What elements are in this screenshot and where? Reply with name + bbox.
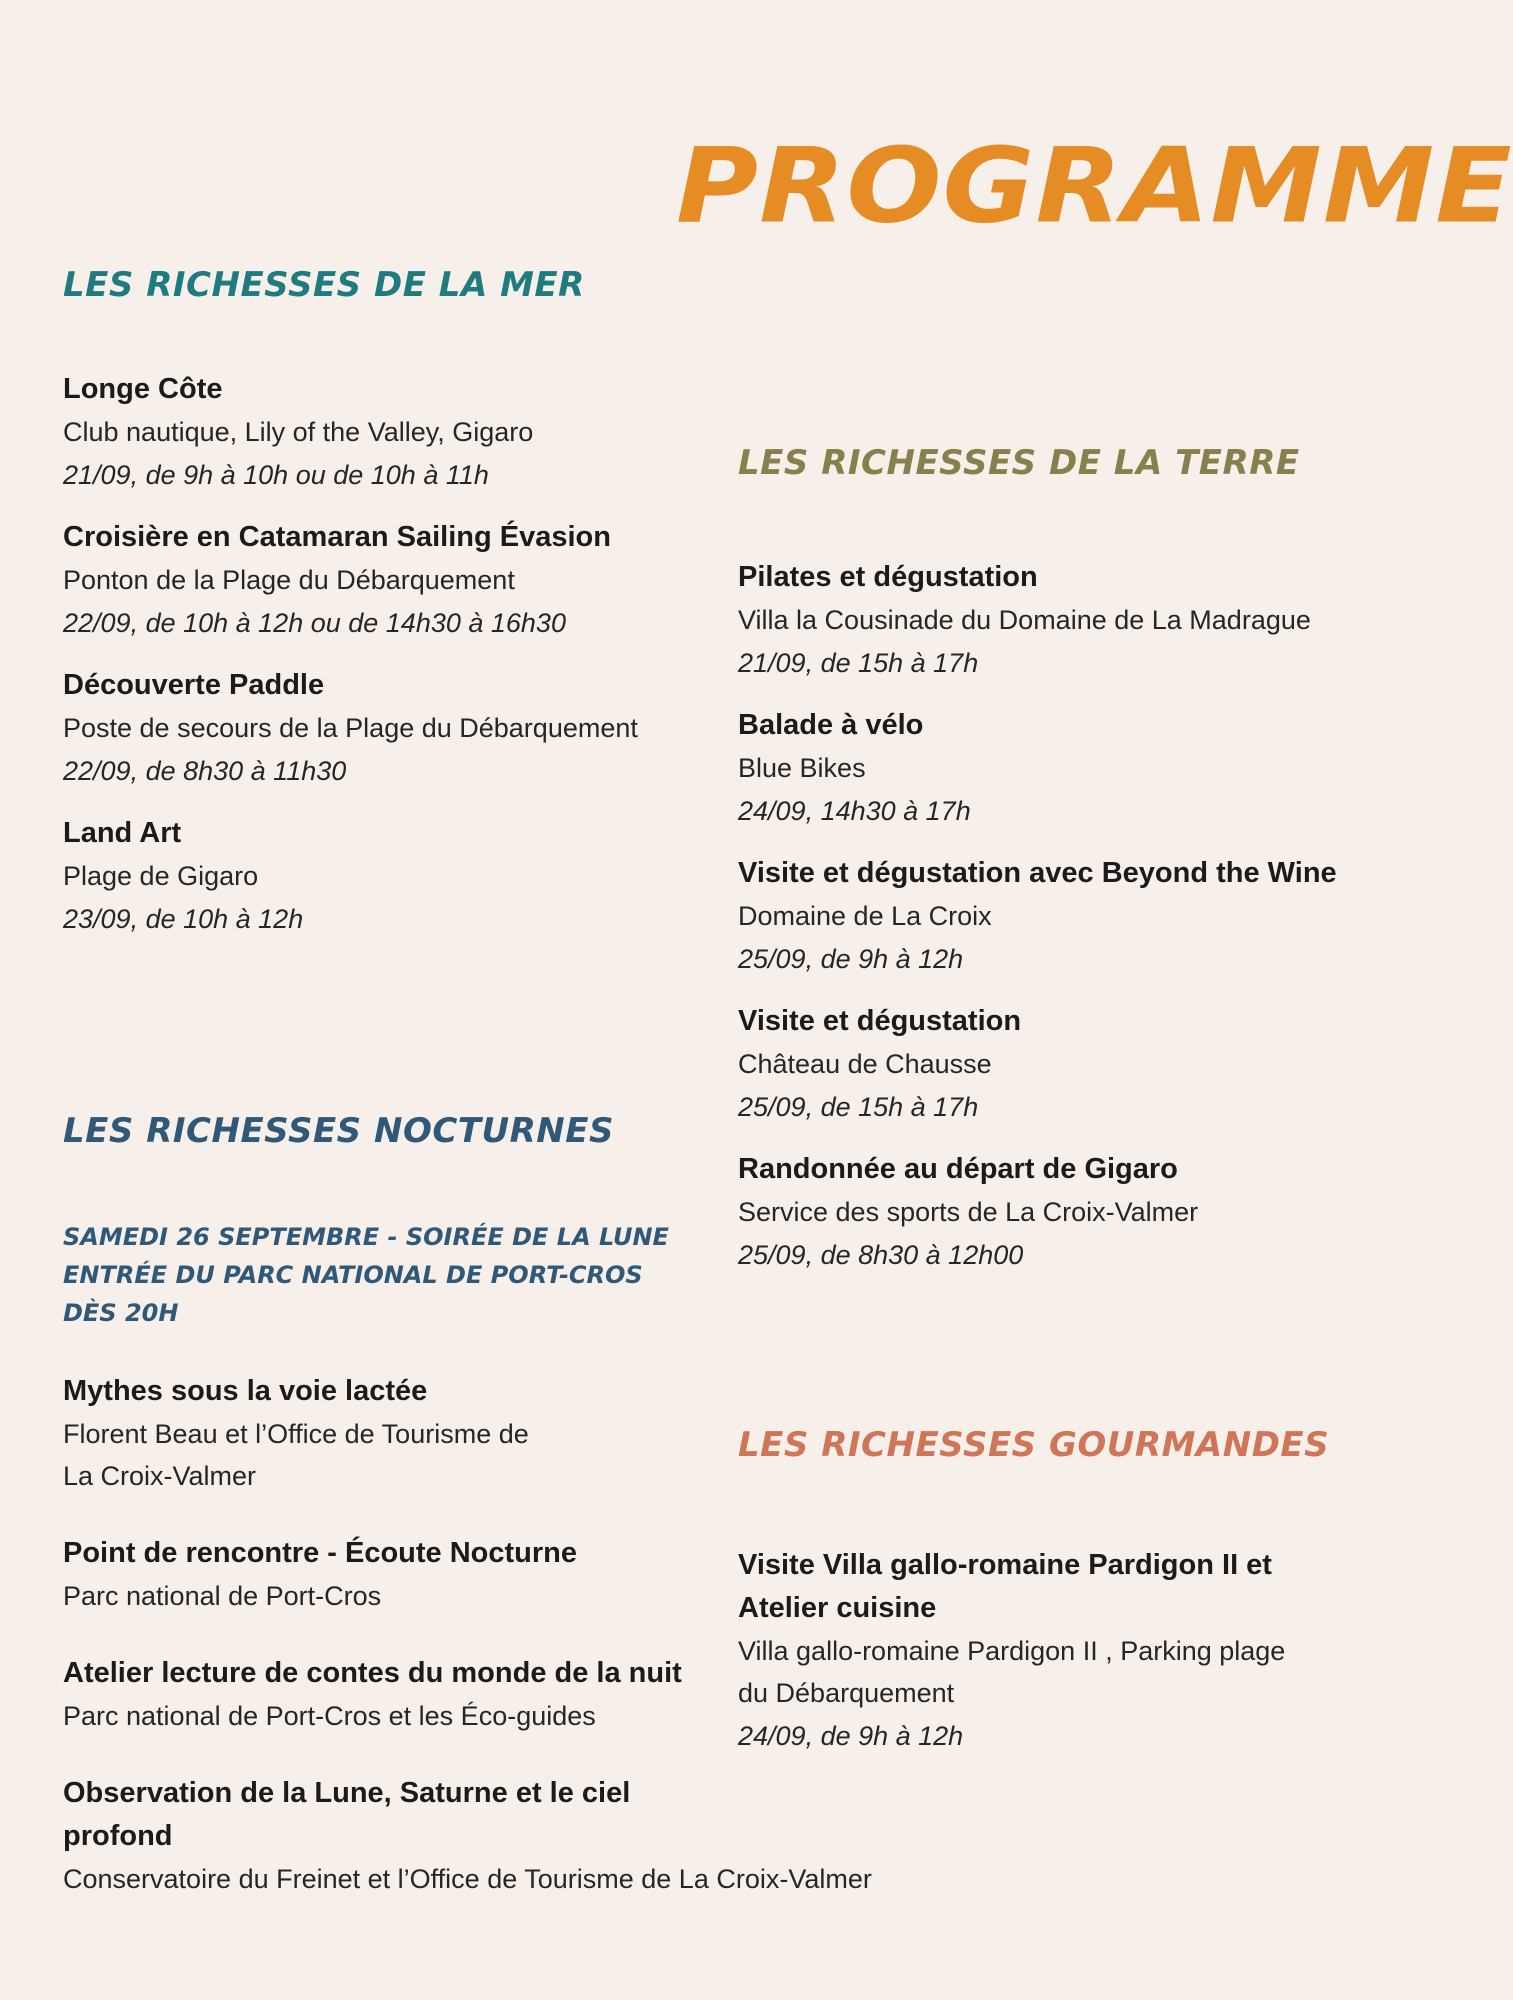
event-title: Land Art <box>63 817 182 849</box>
event-date: 22/09, de 8h30 à 11h30 <box>63 756 347 786</box>
event-place: du Débarquement <box>738 1678 955 1708</box>
section-heading-night: LES RICHESSES NOCTURNES <box>63 1111 614 1151</box>
event-title: Atelier cuisine <box>738 1592 937 1624</box>
event-title: Croisière en Catamaran Sailing Évasion <box>63 521 611 553</box>
event-title: Longe Côte <box>63 373 223 405</box>
event-place: Château de Chausse <box>738 1049 992 1079</box>
event-title: Visite et dégustation avec Beyond the Wine <box>738 857 1337 889</box>
event-date: 24/09, 14h30 à 17h <box>738 796 971 826</box>
section-heading-food: LES RICHESSES GOURMANDES <box>738 1425 1330 1465</box>
event-place: Domaine de La Croix <box>738 901 992 931</box>
event-date: 24/09, de 9h à 12h <box>738 1721 964 1751</box>
event-title: Visite et dégustation <box>738 1005 1022 1037</box>
section-heading-earth: LES RICHESSES DE LA TERRE <box>738 443 1300 483</box>
sea-events-list <box>63 368 693 960</box>
event-place: Conservatoire du Freinet et l’Office de Tourisme de La Croix-Valmer <box>63 1864 872 1894</box>
event-date: 21/09, de 15h à 17h <box>738 648 979 678</box>
event-date: 22/09, de 10h à 12h ou de 14h30 à 16h30 <box>63 608 566 638</box>
section-heading-sea: LES RICHESSES DE LA MER <box>63 265 585 305</box>
event-place: Plage de Gigaro <box>63 861 259 891</box>
event-place: Blue Bikes <box>738 753 866 783</box>
event-item <box>63 812 693 941</box>
event-title: Visite Villa gallo-romaine Pardigon II et <box>738 1549 1272 1581</box>
event-title: Balade à vélo <box>738 709 924 741</box>
event-place: Poste de secours de la Plage du Débarquement <box>63 713 638 743</box>
event-item <box>63 368 693 497</box>
event-title: Randonnée au départ de Gigaro <box>738 1153 1178 1185</box>
event-item <box>738 1000 1358 1129</box>
event-place: Parc national de Port-Cros <box>63 1581 382 1611</box>
earth-events-list <box>738 556 1358 1296</box>
event-item <box>63 664 693 793</box>
page-title: PROGRAMME <box>676 126 1513 247</box>
event-date: 21/09, de 9h à 10h ou de 10h à 11h <box>63 460 489 490</box>
event-place: Service des sports de La Croix-Valmer <box>738 1197 1199 1227</box>
event-title: profond <box>63 1820 173 1852</box>
event-place: Ponton de la Plage du Débarquement <box>63 565 515 595</box>
subheading-line: DÈS 20H <box>63 1299 179 1327</box>
event-date: 23/09, de 10h à 12h <box>63 904 304 934</box>
event-place: La Croix-Valmer <box>63 1461 257 1491</box>
event-place: Club nautique, Lily of the Valley, Gigaro <box>63 417 534 447</box>
event-date: 25/09, de 9h à 12h <box>738 944 964 974</box>
night-subheading <box>63 1218 669 1332</box>
event-place: Parc national de Port-Cros et les Éco-guides <box>63 1701 596 1731</box>
event-title: Point de rencontre - Écoute Nocturne <box>63 1537 577 1569</box>
event-item <box>738 556 1358 685</box>
event-title: Observation de la Lune, Saturne et le ciel <box>63 1777 631 1809</box>
event-place: Villa la Cousinade du Domaine de La Madrague <box>738 605 1311 635</box>
subheading-line: ENTRÉE DU PARC NATIONAL DE PORT-CROS <box>63 1261 643 1289</box>
event-title: Mythes sous la voie lactée <box>63 1375 428 1407</box>
event-place: Florent Beau et l’Office de Tourisme de <box>63 1419 529 1449</box>
event-item <box>738 704 1358 833</box>
event-title: Atelier lecture de contes du monde de la nuit <box>63 1657 682 1689</box>
event-date: 25/09, de 8h30 à 12h00 <box>738 1240 1024 1270</box>
event-item <box>738 852 1358 981</box>
event-place: Villa gallo-romaine Pardigon II , Parking plage <box>738 1636 1286 1666</box>
food-events-list <box>738 1544 1358 1758</box>
event-title: Pilates et dégustation <box>738 561 1038 593</box>
event-date: 25/09, de 15h à 17h <box>738 1092 979 1122</box>
event-item <box>63 516 693 645</box>
event-item <box>738 1544 1358 1758</box>
event-title: Découverte Paddle <box>63 669 325 701</box>
event-item <box>63 1772 983 1900</box>
event-item <box>738 1148 1358 1277</box>
subheading-line: SAMEDI 26 SEPTEMBRE - SOIRÉE DE LA LUNE <box>63 1223 669 1251</box>
